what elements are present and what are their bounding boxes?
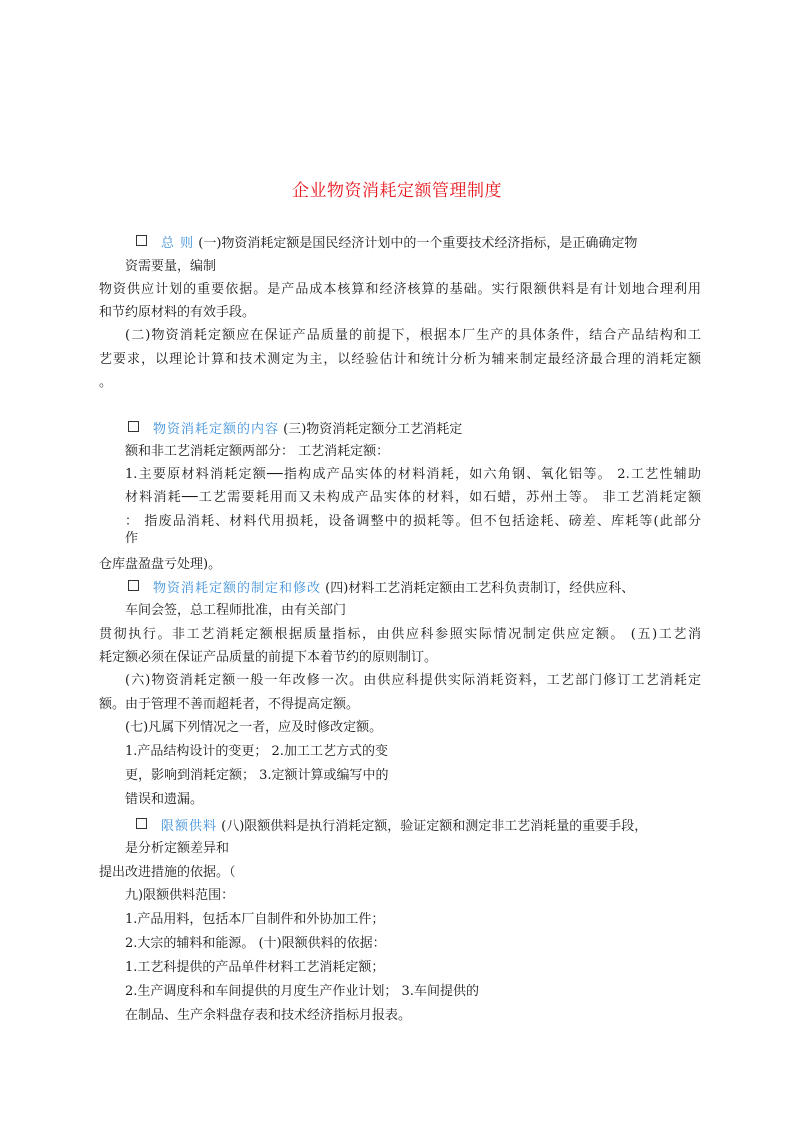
section-heading-quota-supply: 限额供料: [161, 819, 218, 834]
text-line: (七)凡属下列情况之一者，应及时修改定额。: [125, 720, 383, 735]
section-heading-general: 总 则: [161, 236, 195, 251]
section-heading-formulation: 物资消耗定额的制定和修改: [153, 581, 322, 596]
section-formulation-line: 物资消耗定额的制定和修改 (四)材料工艺消耗定额由工艺科负责制订，经供应科、: [128, 580, 634, 597]
text-line: 。: [99, 375, 113, 390]
checkbox-icon: [128, 421, 139, 432]
text-line: 错误和遗漏。: [125, 792, 204, 807]
text-line: 额和非工艺消耗定额两部分： 工艺消耗定额：: [125, 444, 390, 459]
checkbox-icon: [136, 235, 147, 246]
checkbox-icon: [128, 580, 139, 591]
text-line: 九)限额供料范围：: [125, 888, 235, 903]
text-line: 物资供应计划的重要依据。是产品成本核算和经济核算的基础。实行限额供料是有计划地合理利用: [99, 282, 701, 297]
text-line: 作: [125, 531, 139, 546]
text-line: 和节约原材料的有效手段。: [99, 305, 256, 320]
page-title: 企业物资消耗定额管理制度: [292, 181, 502, 201]
text-line: 1.工艺科提供的产品单件材料工艺消耗定额；: [125, 960, 385, 975]
text-line: (六)物资消耗定额一般一年改修一次。由供应科提供实际消耗资料，工艺部门修订工艺消耗定: [125, 673, 701, 688]
text-line: 2.生产调度科和车间提供的月度生产作业计划； 3.车间提供的: [125, 984, 479, 999]
text-line: 1.产品结构设计的变更； 2.加工工艺方式的变: [125, 744, 388, 759]
text-line: 材料消耗──工艺需要耗用而又未构成产品实体的材料，如石蜡，苏州土等。 非工艺消耗定额: [125, 490, 701, 505]
section-quota-supply-line: 限额供料 (八)限额供料是执行消耗定额，验证定额和测定非工艺消耗量的重要手段，: [136, 818, 647, 835]
text-line: 耗定额必须在保证产品质量的前提下本着节约的原则制订。: [99, 650, 438, 665]
text-line: 艺要求，以理论计算和技术测定为主，以经验估计和统计分析为辅来制定最经济最合理的消耗定额: [99, 352, 701, 367]
text-line: 资需要量，编制: [125, 259, 217, 274]
text-line: (二)物资消耗定额应在保证产品质量的前提下，根据本厂生产的具体条件，结合产品结构和工: [125, 328, 701, 343]
text-line: 额。由于管理不善而超耗者，不得提高定额。: [99, 697, 360, 712]
text-line: 在制品、生产余料盘存表和技术经济指标月报表。: [125, 1008, 412, 1023]
text-line: 提出改进措施的依据。（: [99, 865, 236, 880]
text-line: 1.主要原材料消耗定额──指构成产品实体的材料消耗，如六角钢、氧化铝等。 2.工艺性辅助: [125, 467, 701, 482]
section-heading-content: 物资消耗定额的内容: [153, 422, 280, 437]
section-general-line: 总 则 (一)物资消耗定额是国民经济计划中的一个重要技术经济指标，是正确确定物: [136, 235, 637, 252]
text-line: 1.产品用料，包括本厂自制件和外协加工件；: [125, 912, 385, 927]
text-line: 是分析定额差异和: [125, 841, 230, 856]
text-line: ： 指废品消耗、材料代用损耗，设备调整中的损耗等。但不包括途耗、磅差、库耗等(此部分: [125, 514, 701, 529]
checkbox-icon: [136, 818, 147, 829]
text-line: 2.大宗的辅料和能源。 (十)限额供料的依据：: [125, 936, 386, 951]
text-line: 贯彻执行。非工艺消耗定额根据质量指标，由供应科参照实际情况制定供应定额。 (五)工艺消: [99, 627, 701, 642]
text-line: 仓库盘盈盘亏处理)。: [99, 557, 222, 572]
text-line: 车间会签，总工程师批准，由有关部门: [125, 603, 347, 618]
section-content-line: 物资消耗定额的内容 (三)物资消耗定额分工艺消耗定: [128, 421, 462, 438]
text-line: 更，影响到消耗定额； 3.定额计算或编写中的: [125, 768, 389, 783]
